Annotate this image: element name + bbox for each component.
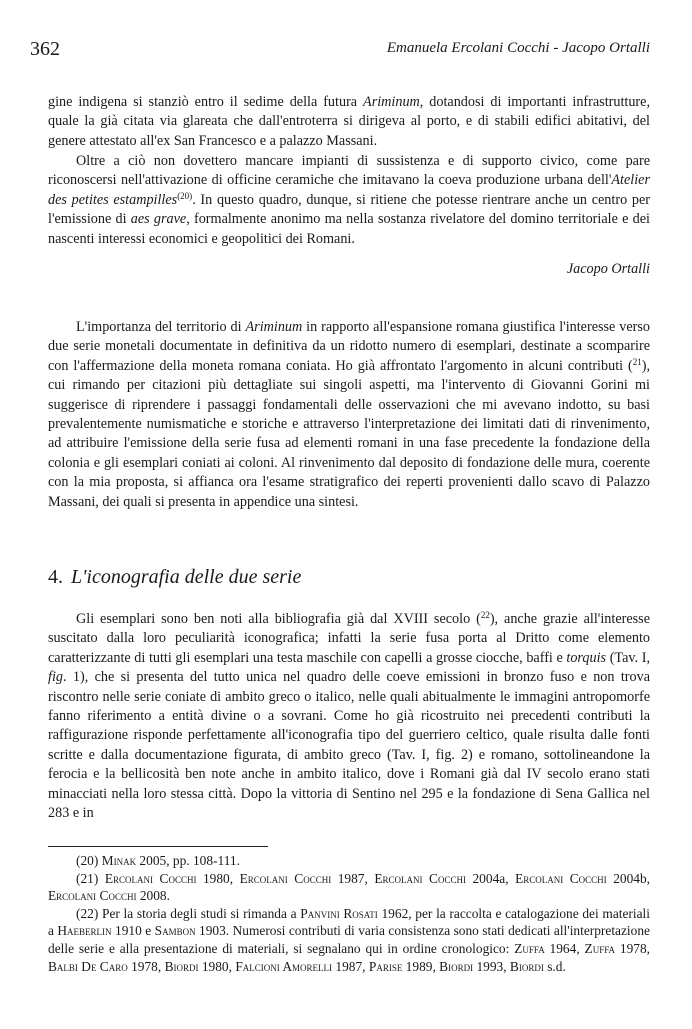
paragraph-1: gine indigena si stanziò entro il sedime della futura Ariminum, dotandosi di importanti infrastrutture, quale la già citata via glareata che dall'entroterra si dirigeva al porto, e di stabili edifici abitativi, del genere attestato all'ex San Francesco e a palazzo Massani. (48, 94, 650, 149)
paragraph-3: L'importanza del territorio di Ariminum in rapporto all'espansione romana giustifica l'interesse verso due serie monetali documentate in definitiva da un ridotto numero di esemplari, destinate a scomparire con l'affermazione della moneta romana coniata. Ho già affrontato l'argomento in alcuni contributi ($^{21}$), cui rimando per citazioni più dettagliate sui singoli aspetti, ma l'intervento di Giovanni Gorini mi suggerisce di riprendere i passaggi fondamentali delle osservazioni che mi avevano indotto, su basi prevalentemente numismatiche e storiche e attraverso l'interpretazione dei limitati dati di rinvenimento, ad attribuire l'emissione della serie fusa ad elementi romani in una fase precedente la fondazione della colonia e gli esemplari coniati ai coloni. Al rinvenimento dal deposito di fondazione delle mura, coerente con la mia proposta, si affianca ora l'esame stratigrafico dei reperti provenienti dallo scavo di Palazzo Massani, dei quali si presenta in appendice una sintesi. (48, 319, 650, 510)
footnote-ref-22: 22 (480, 610, 490, 620)
paragraph-4: Gli esemplari sono ben noti alla bibliografia già dal XVIII secolo ($^{22}$), anche grazie all'interesse suscitato dalla loro peculiarità iconografica; infatti la serie fusa porta al Dritto come elemento caratterizzante di tutti gli esemplari una testa maschile con capelli a grosse ciocche, baffi e torquis (Tav. I, fig. 1), che si presenta del tutto unica nel quadro delle coeve emissioni in bronzo fuso e non trova riscontro nelle serie coniate di ambito greco o italico, nelle quali abitualmente le immagini antropomorfe fanno riferimento a entità divine o a sovrani. Come ho già ricostruito nei precedenti contributi la raffigurazione risponde perfettamente all'iconografia tipo del guerriero celtico, quale risulta dalle fonti scritte e dalla documentazione figurata, di ambito greco (Tav. I, fig. 2) e romano, sottolineandone la ferocia e la bellicosità ben note anche in ambito italico, dove i Romani già dal IV secolo erano stati minacciati nella loro stessa città. Dopo la vittoria di Sentino nel 295 e la fondazione di Sena Gallica nel 283 e in (48, 610, 650, 822)
section-heading (48, 566, 301, 589)
footnote-ref-21: 21 (632, 356, 642, 367)
footnote-separator (48, 846, 268, 847)
footnote-ref-20: (20) (177, 190, 193, 201)
running-title: Emanuela Ercolani Cocchi - Jacopo Ortalli (386, 40, 650, 56)
section-title: L'iconografia delle due serie (71, 566, 302, 588)
footnote-20: (20) Minak 2005, pp. 108-111. (76, 853, 240, 868)
footnote-22: (22) Per la storia degli studi si rimanda a Panvini Rosati 1962, per la raccolta e catalogazione dei materiali a Haeberlin 1910 e Sambon 1903. Numerosi contributi di varia consistenza sono stati dedicati all'interpretazione delle serie e alla presentazione di materiali, si segnalano qui in ordine cronologico: Zuffa 1964, Zuffa 1978, Balbi De Caro 1978, Biordi 1980, Falcioni Amorelli 1987, Parise 1989, Biordi 1993, Biordi s.d. (48, 905, 651, 974)
section-number: 4. (48, 566, 63, 588)
page-number: 362 (30, 38, 60, 60)
footnote-21: (21) Ercolani Cocchi 1980, Ercolani Cocchi 1987, Ercolani Cocchi 2004a, Ercolani Cocchi 2004b, Ercolani Cocchi 2008. (48, 870, 651, 904)
paragraph-2: Oltre a ciò non dovettero mancare impianti di sussistenza e di supporto civico, come pare riconoscersi nell'attivazione di officine ceramiche che imitavano la coeva produzione urbana dell'Atelier des petites estampilles$^{(20)}$. In questo quadro, dunque, si ritiene che potesse rientrare anche un centro per l'emissione di aes grave, formalmente anonimo ma nella sostanza rivelatore del domino territoriale e dei nascenti interessi economici e geopolitici dei Romani. (48, 153, 650, 247)
author-signature: Jacopo Ortalli (566, 261, 650, 277)
footnotes (48, 852, 650, 975)
